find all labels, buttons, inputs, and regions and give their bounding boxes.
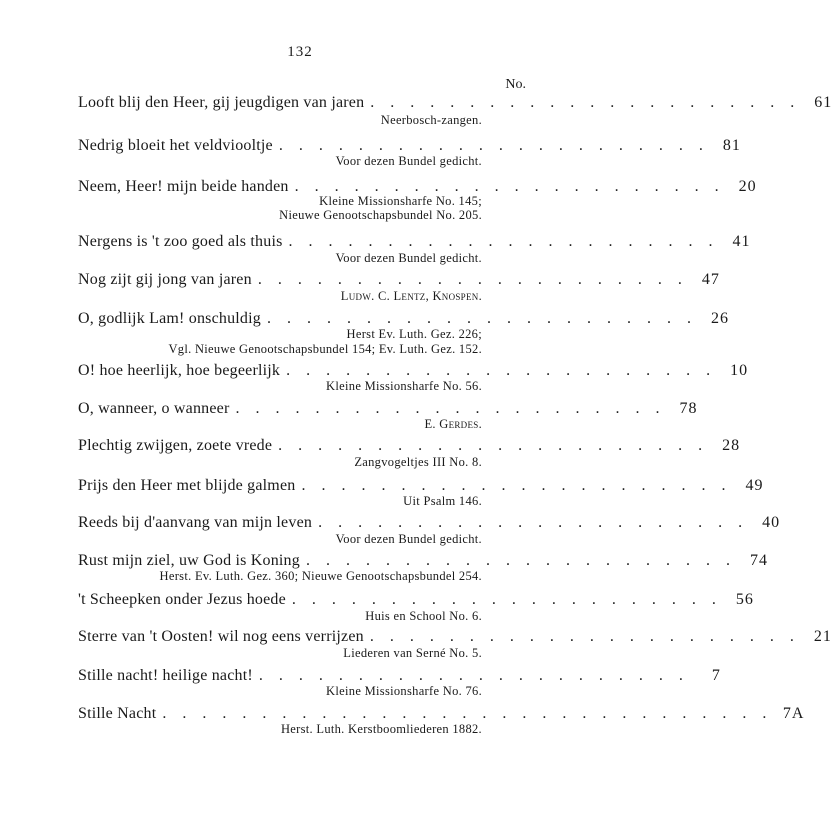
entry-title: Plechtig zwijgen, zoete vrede xyxy=(78,437,273,454)
entry-title: Nedrig bloeit het veldviooltje xyxy=(78,137,273,154)
entry-source: Herst. Luth. Kerstboomliederen 1882. xyxy=(280,722,482,736)
entry-source: Ludw. C. Lentz, Knospen. xyxy=(340,289,482,303)
entry-number: 20 xyxy=(738,178,757,195)
entry-title: Rust mijn ziel, uw God is Koning xyxy=(78,552,300,569)
entry-source: Huis en School No. 6. xyxy=(365,609,482,623)
entry-source: Voor dezen Bundel gedicht. xyxy=(335,154,482,168)
entry-title: O! hoe heerlijk, hoe begeerlijk xyxy=(78,362,281,379)
entry-source: Vgl. Nieuwe Genootschapsbundel 154; Ev. Luth. Gez. 152. xyxy=(168,342,482,356)
dot-leader: . . . . . . . . . . . . . . . . . . . . . . xyxy=(301,477,732,494)
entry-source: Herst. Ev. Luth. Gez. 360; Nieuwe Genootschapsbundel 254. xyxy=(159,569,482,583)
dot-leader: . . . . . . . . . . . . . . . . . . . . . . xyxy=(235,400,666,417)
number-column-header: No. xyxy=(505,77,526,92)
entry-source: Zangvogeltjes III No. 8. xyxy=(354,455,482,469)
entry-source: Kleine Missionsharfe No. 76. xyxy=(326,684,482,698)
entry-source: Uit Psalm 146. xyxy=(403,494,482,508)
entry-source: Kleine Missionsharfe No. 145; xyxy=(319,194,482,208)
entry-number: 41 xyxy=(732,233,751,250)
entry-title: Nog zijt gij jong van jaren xyxy=(78,271,252,288)
entry-number: 74 xyxy=(749,552,768,569)
entry-title: Neem, Heer! mijn beide handen xyxy=(78,178,289,195)
entry-number: 26 xyxy=(710,310,729,327)
entry-title: Sterre van 't Oosten! wil nog eens verrijzen xyxy=(78,628,364,645)
entry-number: 49 xyxy=(745,477,764,494)
entry-title: Reeds bij d'aanvang van mijn leven xyxy=(78,514,313,531)
dot-leader: . . . . . . . . . . . . . . . . . . . . . . xyxy=(278,137,709,154)
dot-leader: . . . . . . . . . . . . . . . . . . . . . . xyxy=(266,310,697,327)
dot-leader: . . . . . . . . . . . . . . . . . . . . . . xyxy=(278,437,709,454)
dot-leader: . . . . . . . . . . . . . . . . . . . . . . xyxy=(369,628,800,645)
entry-number: 28 xyxy=(722,437,741,454)
entry-number: 78 xyxy=(679,400,698,417)
entry-title: Looft blij den Heer, gij jeugdigen van jaren xyxy=(78,94,365,111)
dot-leader: . . . . . . . . . . . . . . . . . . . . . . xyxy=(294,178,725,195)
entry-number: 61 xyxy=(814,94,832,111)
entry-title: Prijs den Heer met blijde galmen xyxy=(78,477,296,494)
dot-leader: . . . . . . . . . . . . . . . . . . . . . . xyxy=(370,94,801,111)
dot-leader: . . . . . . . . . . . . . . . . . . . . . . xyxy=(257,271,688,288)
entry-title: Stille Nacht xyxy=(78,705,157,722)
entry-number: 40 xyxy=(762,514,781,531)
entry-number: 21 xyxy=(813,628,832,645)
dot-leader: . . . . . . . . . . . . . . . . . . . . . . xyxy=(305,552,736,569)
entry-title: 't Scheepken onder Jezus hoede xyxy=(78,591,286,608)
entry-title: O, wanneer, o wanneer xyxy=(78,400,230,417)
entry-source: E. Gerdes. xyxy=(424,417,482,431)
dot-leader: . . . . . . . . . . . . . . . . . . . . . . xyxy=(291,591,722,608)
entry-number: 7A xyxy=(782,705,805,722)
entry-number: 7 xyxy=(711,667,721,684)
page-number: 132 xyxy=(287,44,313,60)
entry-title: Stille nacht! heilige nacht! xyxy=(78,667,253,684)
entry-number: 81 xyxy=(722,137,741,154)
entry-source: Voor dezen Bundel gedicht. xyxy=(335,251,482,265)
dot-leader: . . . . . . . . . . . . . . . . . . . . . . xyxy=(288,233,719,250)
entry-title: Nergens is 't zoo goed als thuis xyxy=(78,233,283,250)
entry-number: 47 xyxy=(701,271,720,288)
dot-leader: . . . . . . . . . . . . . . . . . . . . . . xyxy=(286,362,717,379)
entry-source: Voor dezen Bundel gedicht. xyxy=(335,532,482,546)
dot-leader: . . . . . . . . . . . . . . . . . . . . . . . . . . . . . . . xyxy=(162,705,773,722)
entry-source-part: Liederen van Serné No. 5. xyxy=(343,646,482,660)
entry-number: 56 xyxy=(735,591,754,608)
entry-source: Kleine Missionsharfe No. 56. xyxy=(326,379,482,393)
dot-leader: . . . . . . . . . . . . . . . . . . . . . . xyxy=(258,667,689,684)
entry-source: Neerbosch-zangen. xyxy=(380,113,482,127)
entry-source: Herst Ev. Luth. Gez. 226; xyxy=(346,327,482,341)
entry-number: 10 xyxy=(730,362,749,379)
dot-leader: . . . . . . . . . . . . . . . . . . . . . . xyxy=(318,514,749,531)
entry-source: Nieuwe Genootschapsbundel No. 205. xyxy=(279,208,482,222)
entry-title: O, godlijk Lam! onschuldig xyxy=(78,310,261,327)
entry-source xyxy=(343,646,482,661)
